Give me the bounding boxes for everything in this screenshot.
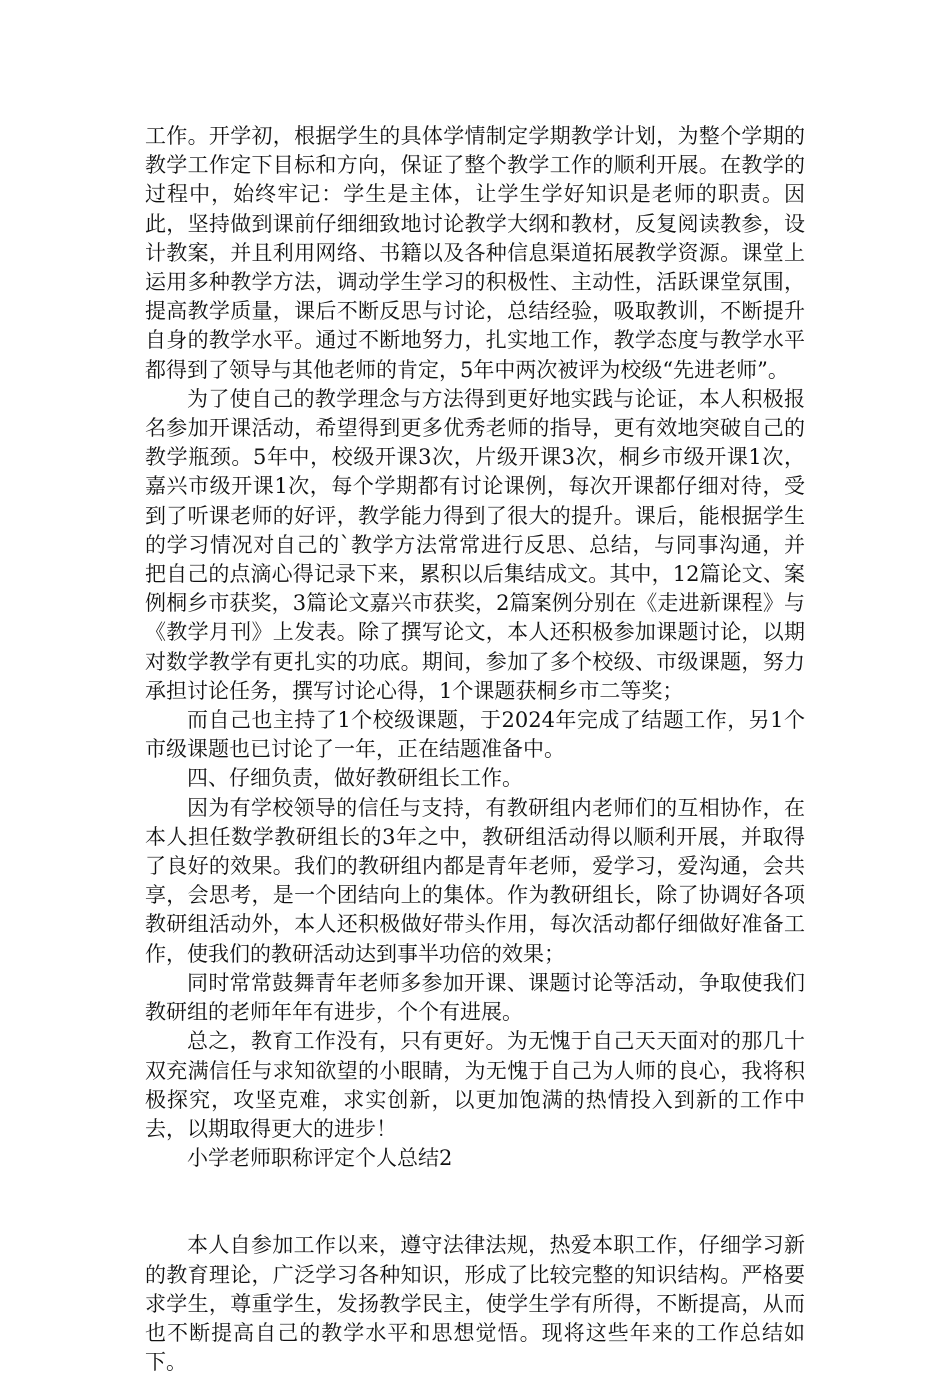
paragraph-open-classes: 为了使自己的教学理念与方法得到更好地实践与论证，本人积极报名参加开课活动，希望得到更多优秀老师的指导，更有效地突破自己的教学瓶颈。5年中，校级开课3次，片级开课3次，桐乡市级开课1次，嘉兴市级开课1次，每个学期都有讨论课例，每次开课都仔细对待，受到了听课老师的好评，教学能力得到了很大的提升。课后，能根据学生的学习情况对自己的`教学方法常常进行反思、总结，与同事沟通，并把自己的点滴心得记录下来，累积以后集结成文。其中，12篇论文、案例桐乡市获奖，3篇论文嘉兴市获奖，2篇案例分别在《走进新课程》与《教学月刊》上发表。除了撰写论文，本人还积极参加课题讨论，以期对数学教学有更扎实的功底。期间，参加了多个校级、市级课题，努力承担讨论任务，撰写讨论心得，1个课题获桐乡市二等奖； (145, 386, 805, 703)
paragraph-conclusion: 总之，教育工作没有，只有更好。为无愧于自己天天面对的那几十双充满信任与求知欲望的小眼睛，为无愧于自己为人师的良心，我将积极探究，攻坚克难，求实创新，以更加饱满的热情投入到新的工作中去，以期取得更大的进步！ (145, 1029, 805, 1141)
summary-title-2: 小学老师职称评定个人总结2 (187, 1146, 453, 1171)
section-heading-group-leader: 四、仔细负责，做好教研组长工作。 (187, 766, 523, 791)
paragraph-research-project: 而自己也主持了1个校级课题，于2024年完成了结题工作，另1个市级课题也已讨论了一年，正在结题准备中。 (145, 708, 805, 762)
paragraph-group-leader: 因为有学校领导的信任与支持，有教研组内老师们的互相协作，在本人担任数学教研组长的3年之中，教研组活动得以顺利开展，并取得了良好的效果。我们的教研组内都是青年老师，爱学习，爱沟通，会共享，会思考，是一个团结向上的集体。作为教研组长，除了协调好各项教研组活动外，本人还积极做好带头作用，每次活动都仔细做好准备工作，使我们的教研活动达到事半功倍的效果； (145, 795, 805, 966)
document-page (145, 122, 805, 1377)
blank-space (145, 1173, 805, 1231)
paragraph-continuation: 工作。开学初，根据学生的具体学情制定学期教学计划，为整个学期的教学工作定下目标和方向，保证了整个教学工作的顺利开展。在教学的过程中，始终牢记：学生是主体，让学生学好知识是老师的职责。因此，坚持做到课前仔细细致地讨论教学大纲和教材，反复阅读教参，设计教案，并且利用网络、书籍以及各种信息渠道拓展教学资源。课堂上运用多种教学方法，调动学生学习的积极性、主动性，活跃课堂氛围，提高教学质量，课后不断反思与讨论，总结经验，吸取教训，不断提升自身的教学水平。通过不断地努力，扎实地工作，教学态度与教学水平都得到了领导与其他老师的肯定，5年中两次被评为校级“先进老师”。 (145, 124, 805, 382)
paragraph-encourage-teachers: 同时常常鼓舞青年老师多参加开课、课题讨论等活动，争取使我们教研组的老师年年有进步，个个有进展。 (145, 970, 805, 1025)
paragraph-summary-intro: 本人自参加工作以来，遵守法律法规，热爱本职工作，仔细学习新的教育理论，广泛学习各种知识，形成了比较完整的知识结构。严格要求学生，尊重学生，发扬教学民主，使学生学有所得，不断提高，从而也不断提高自己的教学水平和思想觉悟。现将这些年来的工作总结如下。 (145, 1233, 805, 1375)
